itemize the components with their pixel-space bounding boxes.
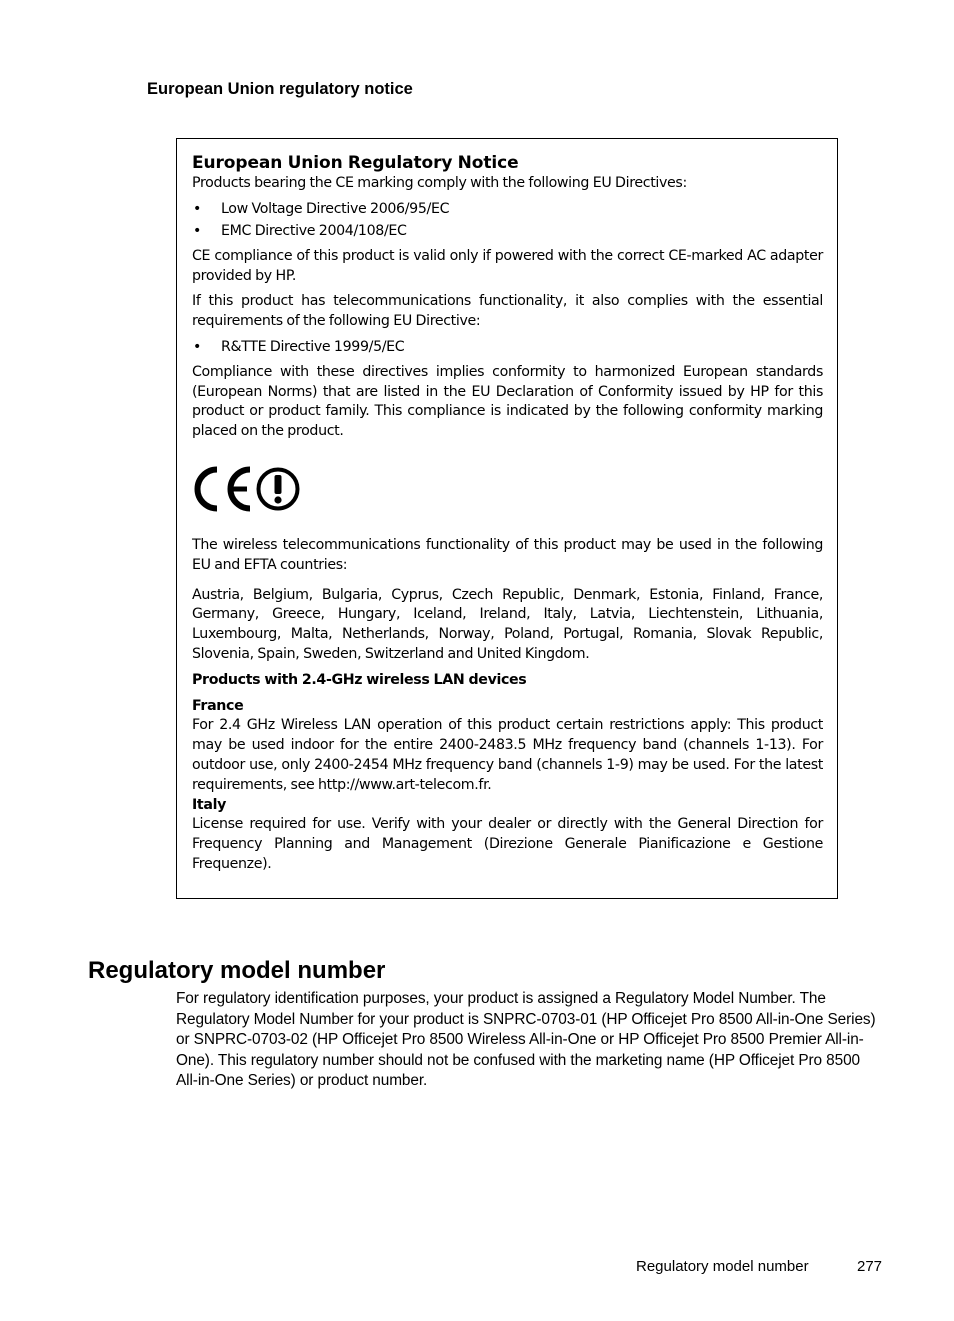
ce-compliance-text: CE compliance of this product is valid only if powered with the correct CE-marked AC adapter provided by HP.: [192, 247, 823, 284]
page-number: 277: [857, 1258, 883, 1275]
countries-list: Austria, Belgium, Bulgaria, Cyprus, Czech Republic, Denmark, Estonia, Finland, France, Germany, Greece, Hungary, Iceland, Ireland, Italy, Latvia, Liechtenstein, Lithuania, Luxembourg, Malta, Netherlands, Norway, Poland, Portugal, Romania, Slovak Republic, Slovenia, Spain, Sweden, Switzerland and United Kingdom.: [192, 586, 823, 663]
france-heading: France: [192, 697, 244, 714]
italy-text: License required for use. Verify with your dealer or directly with the General Direction for Frequency Planning and Management (Direzione Generale Pianificazione e Gestione Frequenze).: [192, 816, 823, 873]
conformity-text: Compliance with these directives implies conformity to harmonized European standards (European Norms) that are listed in the EU Declaration of Conformity issued by HP for this product or product family. This compliance is indicated by the following conformity marking placed on the product.: [192, 363, 823, 440]
notice-title: European Union Regulatory Notice: [192, 153, 519, 173]
model-section-body: For regulatory identification purposes, your product is assigned a Regulatory Model Number. The Regulatory Model Number for your product is SNPRC-0703-01 (HP Officejet Pro 8500 All-in-One Series) or SNPRC-0703-02 (HP Officejet Pro 8500 Wireless All-in-One or HP Officejet Pro 8500 Premier All-in-One). This regulatory number should not be confused with the marketing name (HP Officejet Pro 8500 All-in-One Series) or product number.: [176, 990, 876, 1089]
telecom-text: If this product has telecommunications functionality, it also complies with the essential requirements of the following EU Directive:: [192, 293, 823, 330]
lan-heading: Products with 2.4-GHz wireless LAN devices: [192, 671, 527, 688]
conformity-marks: [192, 456, 823, 522]
telecom-directive-list: [192, 338, 823, 358]
section-heading: European Union regulatory notice: [147, 80, 413, 98]
model-section-title: Regulatory model number: [88, 957, 386, 984]
directive-list: [192, 200, 823, 242]
italy-heading: Italy: [192, 796, 226, 813]
wireless-text: The wireless telecommunications functionality of this product may be used in the following EU and EFTA countries:: [192, 537, 823, 573]
ce-mark-icon: [192, 464, 304, 514]
list-item: • Low Voltage Directive 2006/95/EC: [192, 200, 823, 220]
france-text: For 2.4 GHz Wireless LAN operation of this product certain restrictions apply: This product may be used indoor for the entire 2400-2483.5 MHz frequency band (channels 1-13). For outdoor use, only 2400-2454 MHz frequency band (channels 1-9) may be used. For the latest requirements, see http://www.art-telecom.fr.: [192, 717, 823, 793]
eu-notice-box: [176, 138, 838, 899]
notice-intro: Products bearing the CE marking comply with the following EU Directives:: [192, 175, 687, 191]
list-item: • EMC Directive 2004/108/EC: [192, 222, 823, 242]
footer-section-label: Regulatory model number: [636, 1258, 809, 1275]
list-item: • R&TTE Directive 1999/5/EC: [192, 338, 823, 358]
